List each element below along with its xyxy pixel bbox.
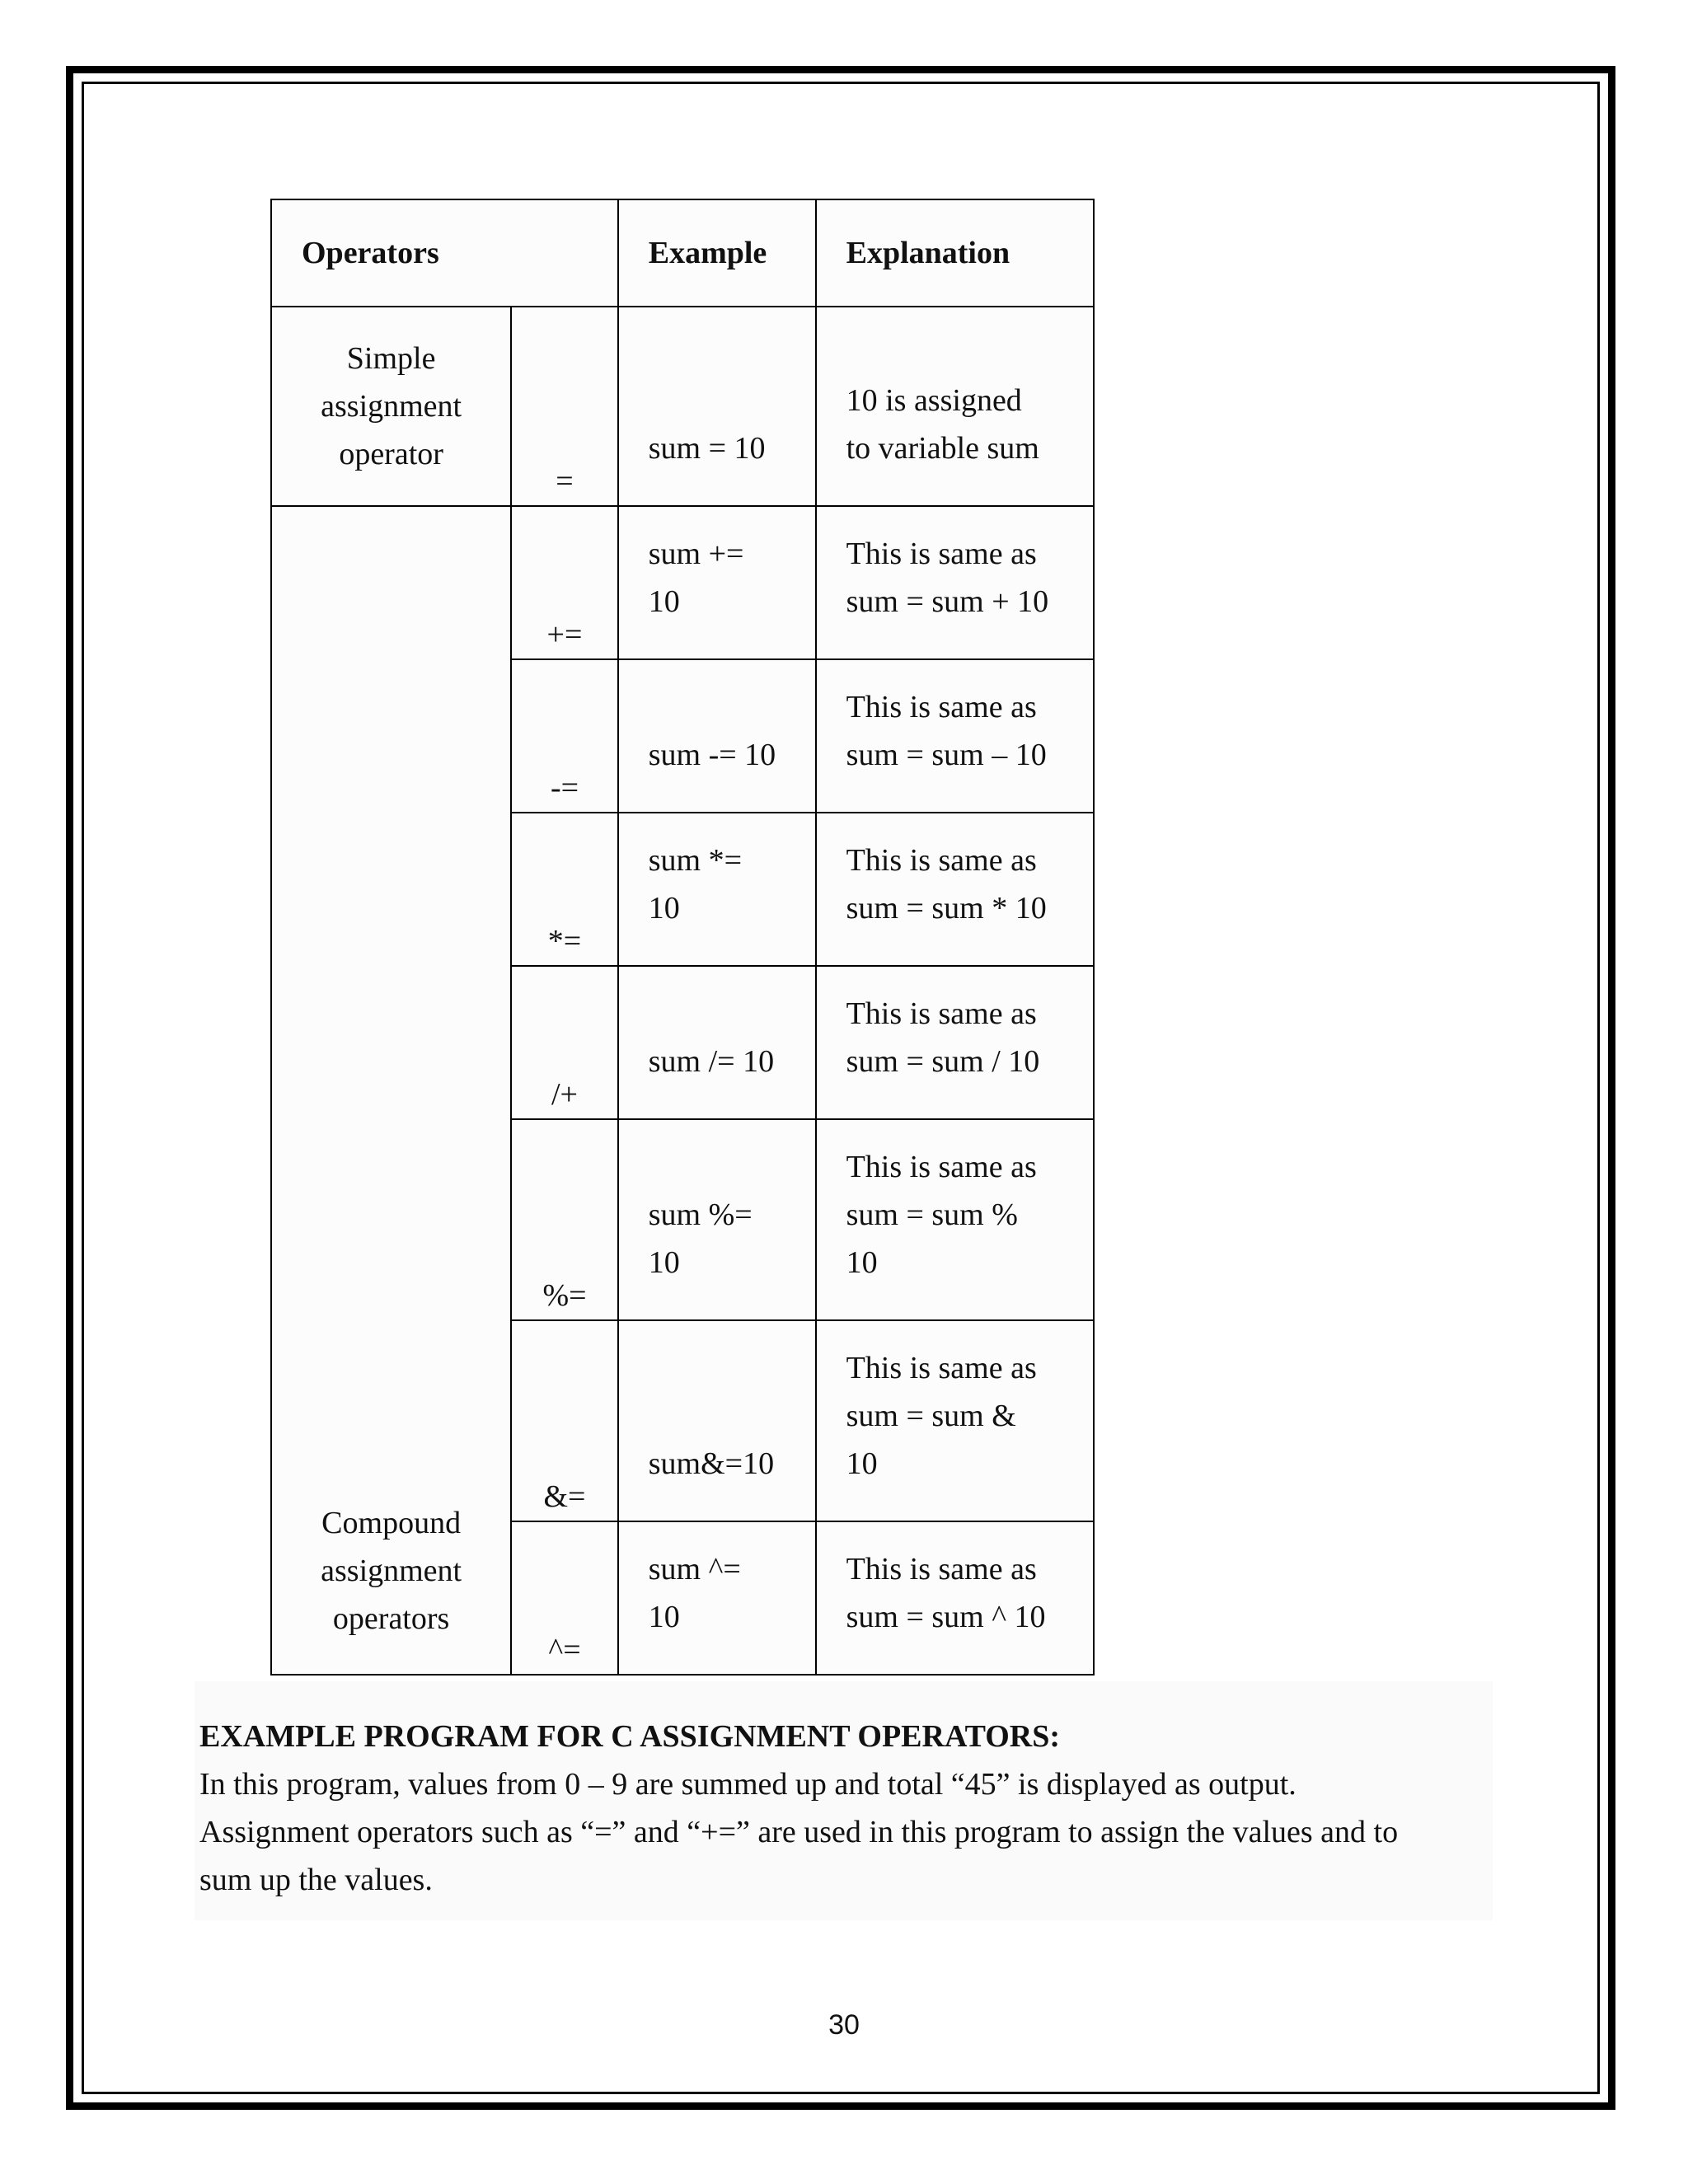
example-line: sum&=10 <box>648 1446 775 1481</box>
op-cell: -= <box>511 659 617 813</box>
explanation-line: sum = sum % <box>846 1197 1018 1232</box>
explanation-line: 10 <box>846 1446 878 1481</box>
explanation-line: This is same as <box>846 843 1037 878</box>
simple-operator-label <box>271 307 511 506</box>
explanation-line: 10 <box>846 1245 878 1280</box>
header-example: Example <box>618 199 816 307</box>
example-line: sum += <box>648 537 744 571</box>
header-operators: Operators <box>271 199 618 307</box>
example-line: 10 <box>648 584 680 619</box>
label-line: operators <box>332 1601 450 1636</box>
example-line: 10 <box>648 1245 680 1280</box>
explanation-line: sum = sum * 10 <box>846 891 1047 926</box>
explanation-line: This is same as <box>846 1351 1037 1385</box>
table-header-row <box>271 199 1094 307</box>
explanation-line: This is same as <box>846 537 1037 571</box>
page-number: 30 <box>828 2009 860 2041</box>
section-heading: EXAMPLE PROGRAM FOR C ASSIGNMENT OPERATORS: <box>199 1719 1061 1754</box>
example-line: sum -= 10 <box>648 738 776 772</box>
compound-operator-label <box>271 506 511 1675</box>
explanation-line: sum = sum + 10 <box>846 584 1049 619</box>
explanation-line: This is same as <box>846 996 1037 1031</box>
op-cell: ^= <box>511 1521 617 1675</box>
simple-example: sum = 10 <box>618 307 816 506</box>
explanation-line: to variable sum <box>846 431 1039 466</box>
example-program-section <box>195 1681 1493 1920</box>
explanation-cell <box>816 1119 1094 1320</box>
explanation-cell <box>816 1320 1094 1521</box>
explanation-cell <box>816 1521 1094 1675</box>
paragraph-line: sum up the values. <box>199 1863 433 1897</box>
explanation-line: 10 is assigned <box>846 383 1022 418</box>
explanation-cell <box>816 813 1094 966</box>
header-explanation: Explanation <box>816 199 1094 307</box>
example-cell <box>618 813 816 966</box>
label-line: assignment <box>321 389 462 424</box>
table-row <box>271 506 1094 659</box>
label-line: assignment <box>321 1554 462 1588</box>
simple-explanation <box>816 307 1094 506</box>
example-cell <box>618 506 816 659</box>
paragraph-line: Assignment operators such as “=” and “+=” are used in this program to assign the values and to <box>199 1815 1399 1849</box>
example-line: 10 <box>648 1600 680 1634</box>
explanation-line: sum = sum – 10 <box>846 738 1047 772</box>
op-cell: %= <box>511 1119 617 1320</box>
label-line: Simple <box>346 341 436 376</box>
example-line: 10 <box>648 891 680 926</box>
explanation-cell <box>816 966 1094 1119</box>
label-line: operator <box>339 437 443 471</box>
example-line: sum %= <box>648 1197 753 1232</box>
explanation-line: This is same as <box>846 1552 1037 1586</box>
example-line: sum *= <box>648 843 743 878</box>
example-cell <box>618 659 816 813</box>
op-cell: += <box>511 506 617 659</box>
paragraph-line: In this program, values from 0 – 9 are summed up and total “45” is displayed as output. <box>199 1767 1296 1802</box>
example-cell <box>618 966 816 1119</box>
label-line: Compound <box>321 1506 462 1540</box>
explanation-line: This is same as <box>846 1150 1037 1184</box>
explanation-cell <box>816 659 1094 813</box>
example-cell <box>618 1119 816 1320</box>
simple-op: = <box>511 307 617 506</box>
op-cell: /+ <box>511 966 617 1119</box>
example-line: sum /= 10 <box>648 1044 775 1079</box>
explanation-line: sum = sum / 10 <box>846 1044 1040 1079</box>
table-row-simple <box>271 307 1094 506</box>
op-cell: &= <box>511 1320 617 1521</box>
assignment-operators-table <box>270 199 1095 1675</box>
explanation-line: sum = sum & <box>846 1399 1016 1433</box>
example-cell <box>618 1320 816 1521</box>
explanation-line: sum = sum ^ 10 <box>846 1600 1046 1634</box>
explanation-cell <box>816 506 1094 659</box>
example-cell <box>618 1521 816 1675</box>
explanation-line: This is same as <box>846 690 1037 724</box>
op-cell: *= <box>511 813 617 966</box>
example-line: sum ^= <box>648 1552 741 1586</box>
